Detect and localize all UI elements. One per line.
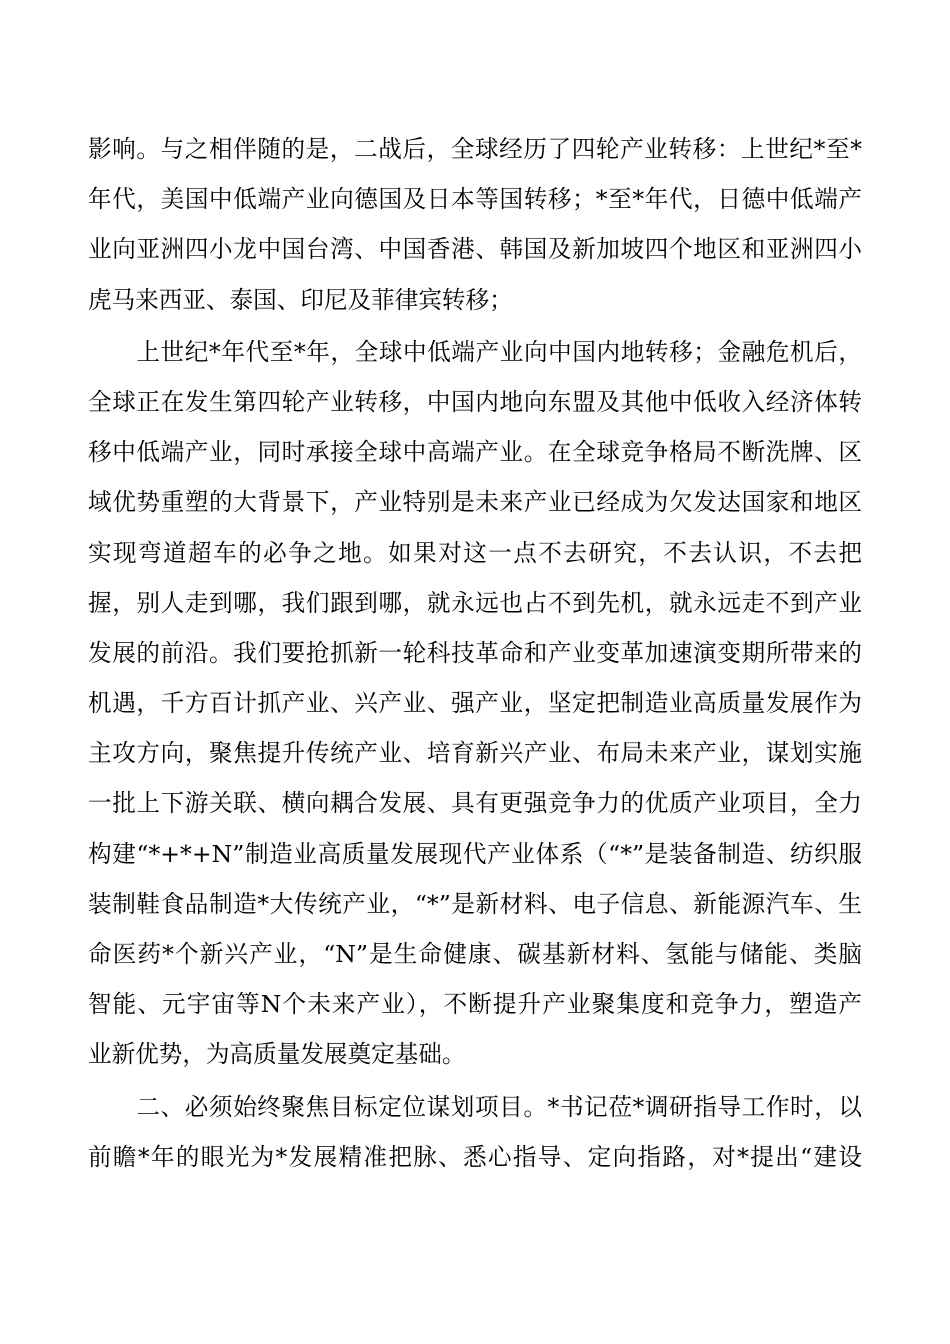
text-line: 机遇，千方百计抓产业、兴产业、强产业，坚定把制造业高质量发展作为 (88, 689, 862, 718)
text-line: 发展的前沿。我们要抢抓新一轮科技革命和产业变革加速演变期所带来的 (88, 638, 862, 667)
document-body (88, 124, 862, 1182)
paragraph-2 (88, 327, 862, 1080)
text-line: 前瞻*年的眼光为*发展精准把脉、悉心指导、定向指路，对*提出“建设 (88, 1142, 862, 1171)
text-line: 智能、元宇宙等N个未来产业），不断提升产业聚集度和竞争力，塑造产 (88, 990, 862, 1019)
text-line: 实现弯道超车的必争之地。如果对这一点不去研究，不去认识，不去把 (88, 538, 862, 567)
text-line: 一批上下游关联、横向耦合发展、具有更强竞争力的优质产业项目，全力 (88, 789, 862, 818)
paragraph-3 (88, 1082, 862, 1182)
text-line: 命医药*个新兴产业，“N”是生命健康、碳基新材料、氢能与储能、类脑 (88, 940, 862, 968)
text-line: 全球正在发生第四轮产业转移，中国内地向东盟及其他中低收入经济体转 (88, 387, 862, 416)
text-line: 主攻方向，聚焦提升传统产业、培育新兴产业、布局未来产业，谋划实施 (88, 739, 862, 768)
paragraph-1 (88, 124, 862, 325)
text-line: 构建“*+*+N”制造业高质量发展现代产业体系（“*”是装备制造、纺织服 (88, 839, 862, 868)
text-line: 握，别人走到哪，我们跟到哪，就永远也占不到先机，就永远走不到产业 (88, 588, 862, 617)
text-line: 年代，美国中低端产业向德国及日本等国转移；*至*年代，日德中低端产 (88, 185, 862, 214)
text-line: 移中低端产业，同时承接全球中高端产业。在全球竞争格局不断洗牌、区 (88, 438, 862, 467)
text-line: 二、必须始终聚焦目标定位谋划项目。*书记莅*调研指导工作时，以 (88, 1092, 862, 1121)
text-line: 虎马来西亚、泰国、印尼及菲律宾转移； (88, 285, 513, 314)
text-line: 域优势重塑的大背景下，产业特别是未来产业已经成为欠发达国家和地区 (88, 488, 862, 517)
text-line: 业新优势，为高质量发展奠定基础。 (88, 1040, 466, 1069)
text-line: 影响。与之相伴随的是，二战后，全球经历了四轮产业转移：上世纪*至* (88, 135, 862, 163)
text-line: 业向亚洲四小龙中国台湾、中国香港、韩国及新加坡四个地区和亚洲四小 (88, 235, 862, 264)
text-line: 装制鞋食品制造*大传统产业，“*”是新材料、电子信息、新能源汽车、生 (88, 889, 862, 918)
text-line: 上世纪*年代至*年，全球中低端产业向中国内地转移；金融危机后， (88, 337, 862, 366)
